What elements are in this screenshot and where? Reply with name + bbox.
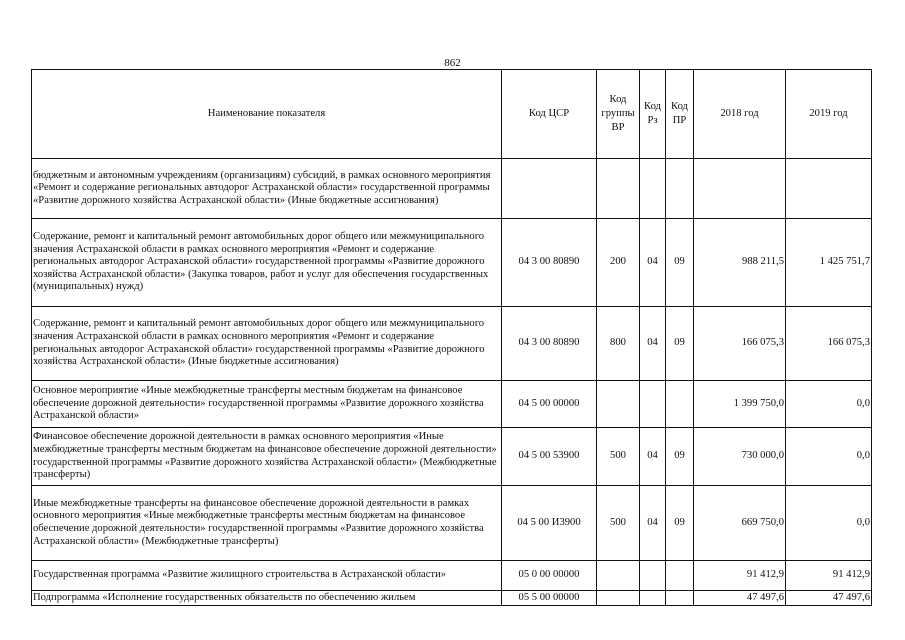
row-pr (666, 159, 694, 219)
row-vr (597, 591, 640, 606)
row-2018: 669 750,0 (694, 486, 786, 561)
table-row (32, 307, 872, 381)
row-vr: 500 (597, 428, 640, 486)
header-2018: 2018 год (694, 70, 786, 159)
row-csr: 04 3 00 80890 (502, 219, 597, 307)
row-pr: 09 (666, 428, 694, 486)
row-csr: 05 5 00 00000 (502, 591, 597, 606)
row-2018: 91 412,9 (694, 561, 786, 591)
header-2019: 2019 год (786, 70, 872, 159)
row-2018 (694, 159, 786, 219)
table-row (32, 591, 872, 606)
table-row (32, 159, 872, 219)
row-2019: 47 497,6 (786, 591, 872, 606)
table-row (32, 381, 872, 428)
row-name: бюджетным и автономным учреждениям (организациям) субсидий, в рамках основного мероприятия «Ремонт и содержание региональных автодорог Астраханской области» государственной программы «Развитие дорожного хозяйства Астраханской области» (Иные бюджетные ассигнования) (32, 159, 502, 219)
row-csr: 04 3 00 80890 (502, 307, 597, 381)
row-csr: 04 5 00 53900 (502, 428, 597, 486)
row-2019 (786, 159, 872, 219)
row-vr: 800 (597, 307, 640, 381)
row-name: Содержание, ремонт и капитальный ремонт автомобильных дорог общего или межмуниципального значения Астраханской области в рамках основного мероприятия «Ремонт и содержание региональных автодорог Астраханской области» государственной программы «Развитие дорожного хозяйства Астраханской области» (Иные бюджетные ассигнования) (32, 307, 502, 381)
row-vr (597, 561, 640, 591)
row-rz: 04 (640, 428, 666, 486)
row-vr (597, 159, 640, 219)
row-2019: 1 425 751,7 (786, 219, 872, 307)
row-rz (640, 591, 666, 606)
table-row (32, 486, 872, 561)
row-2018: 1 399 750,0 (694, 381, 786, 428)
row-rz: 04 (640, 486, 666, 561)
row-2018: 47 497,6 (694, 591, 786, 606)
row-rz: 04 (640, 219, 666, 307)
budget-table (31, 69, 872, 606)
row-vr: 200 (597, 219, 640, 307)
row-name: Основное мероприятие «Иные межбюджетные трансферты местным бюджетам на финансовое обеспечение дорожной деятельности» государственной программы «Развитие дорожного хозяйства Астраханской области» (32, 381, 502, 428)
row-csr: 05 0 00 00000 (502, 561, 597, 591)
table-row (32, 428, 872, 486)
row-2019: 166 075,3 (786, 307, 872, 381)
header-vr: Код группы ВР (597, 70, 640, 159)
table-row (32, 219, 872, 307)
row-rz (640, 159, 666, 219)
table-row (32, 561, 872, 591)
table-header-row (32, 70, 872, 159)
row-rz: 04 (640, 307, 666, 381)
row-pr (666, 381, 694, 428)
row-pr (666, 561, 694, 591)
row-2019: 91 412,9 (786, 561, 872, 591)
row-name: Государственная программа «Развитие жилищного строительства в Астраханской области» (32, 561, 502, 591)
row-2018: 166 075,3 (694, 307, 786, 381)
row-name: Иные межбюджетные трансферты на финансовое обеспечение дорожной деятельности в рамках основного мероприятия «Иные межбюджетные трансферты местным бюджетам на финансовое обеспечение дорожной деятельности» государственной программы «Развитие дорожного хозяйства Астраханской области» (Межбюджетные трансферты) (32, 486, 502, 561)
row-csr: 04 5 00 И3900 (502, 486, 597, 561)
header-rz: Код Рз (640, 70, 666, 159)
row-2018: 730 000,0 (694, 428, 786, 486)
row-rz (640, 561, 666, 591)
row-name: Содержание, ремонт и капитальный ремонт автомобильных дорог общего или межмуниципального значения Астраханской области в рамках основного мероприятия «Ремонт и содержание региональных автодорог Астраханской области» государственной программы «Развитие дорожного хозяйства Астраханской области» (Закупка товаров, работ и услуг для обеспечения государственных (муниципальных) нужд) (32, 219, 502, 307)
row-vr: 500 (597, 486, 640, 561)
page-number: 862 (444, 57, 461, 69)
header-csr: Код ЦСР (502, 70, 597, 159)
row-vr (597, 381, 640, 428)
row-pr: 09 (666, 219, 694, 307)
row-rz (640, 381, 666, 428)
row-csr (502, 159, 597, 219)
row-2019: 0,0 (786, 381, 872, 428)
row-name: Подпрограмма «Исполнение государственных обязательств по обеспечению жильем (32, 591, 502, 606)
row-pr: 09 (666, 307, 694, 381)
header-pr: Код ПР (666, 70, 694, 159)
row-pr: 09 (666, 486, 694, 561)
row-2018: 988 211,5 (694, 219, 786, 307)
row-csr: 04 5 00 00000 (502, 381, 597, 428)
header-name: Наименование показателя (32, 70, 502, 159)
row-name: Финансовое обеспечение дорожной деятельности в рамках основного мероприятия «Иные межбюджетные трансферты местным бюджетам на финансовое обеспечение дорожной деятельности» государственной программы «Развитие дорожного хозяйства Астраханской области» (Межбюджетные трансферты) (32, 428, 502, 486)
row-2019: 0,0 (786, 428, 872, 486)
row-pr (666, 591, 694, 606)
row-2019: 0,0 (786, 486, 872, 561)
